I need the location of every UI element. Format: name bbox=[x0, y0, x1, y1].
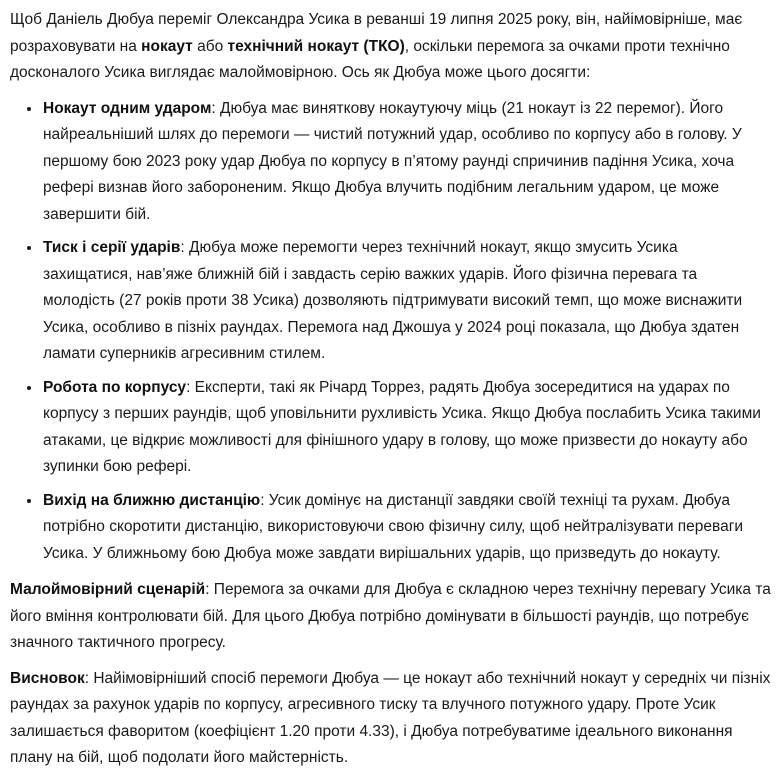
list-item: • Нокаут одним ударом: Дюбуа має виняткову нокаутуючу міць (21 нокаут із 22 перемог). Його найреальніший шлях до перемоги — чистий потужний удар, особливо по корпусу або в голову. У першому бою 2023 року удар Дюбуа по корпусу в п’ятому раунді спричинив падіння Усика, хоча рефері визнав його забороненим. Якщо Дюбуа влучить подібним легальним ударом, це може завершити бій. bbox=[42, 96, 771, 229]
bold-text: Робота по корпусу bbox=[43, 378, 187, 396]
paragraph: Висновок: Найімовірніший спосіб перемоги Дюбуа — це нокаут або технічний нокаут у середніх чи пізніх раундах за рахунок ударів по корпусу, агресивного тиску та влучного потужного удару. Проте Усик залишається фаворитом (коефіцієнт 1.20 проти 4.33), і Дюбуа потребуватиме ідеального виконання плану на бій, щоб подолати його майстерність. bbox=[10, 669, 771, 766]
paragraph: Щоб Даніель Дюбуа переміг Олександра Усика в реванші 19 липня 2025 року, він, найімовірніше, має розраховувати на нокаут або технічний нокаут (ТКО), оскільки перемога за очками проти технічно досконалого Усика виглядає малоймовірною. Ось як Дюбуа може цього досягти: bbox=[10, 11, 743, 81]
bold-text: Висновок bbox=[10, 669, 85, 687]
bold-text: Нокаут одним ударом bbox=[43, 99, 212, 117]
list-item: • Тиск і серії ударів: Дюбуа може перемогти через технічний нокаут, якщо змусить Усика захищатися, нав’яже ближній бій і завдасть серію важких ударів. Його фізична перевага та молодість (27 років проти 38 Усика) дозволяють підтримувати високий темп, що може виснажити Усика, особливо в пізніх раундах. Перемога над Джошуа у 2024 році показала, що Дюбуа здатен ламати суперників агресивним стилем. bbox=[42, 235, 771, 368]
list-item: • Робота по корпусу: Експерти, такі як Річард Торрез, радять Дюбуа зосередитися на ударах по корпусу з перших раундів, щоб уповільнити рухливість Усика. Якщо Дюбуа послабить Усика такими атаками, це відкриє можливості для фінішного удару в голову, що може призвести до нокауту або зупинки бою рефері. bbox=[42, 375, 771, 481]
bold-text: нокаут bbox=[141, 37, 193, 55]
paragraph: Малоймовірний сценарій: Перемога за очками для Дюбуа є складною через технічну перевагу Усика та його вміння контролювати бій. Для цього Дюбуа потрібно домінувати в більшості раундів, що потребує значного тактичного прогресу. bbox=[10, 581, 771, 651]
bullet-list bbox=[10, 96, 771, 568]
bold-text: Вихід на ближню дистанцію bbox=[43, 491, 261, 509]
list-item: • Вихід на ближню дистанцію: Усик домінує на дистанції завдяки своїй техніці та рухам. Дюбуа потрібно скоротити дистанцію, використовуючи свою фізичну силу, щоб нейтралізувати переваги Усика. У ближньому бою Дюбуа може завдати вирішальних ударів, що призведуть до нокауту. bbox=[42, 488, 771, 568]
bold-text: технічний нокаут (ТКО) bbox=[227, 37, 405, 55]
document-body bbox=[10, 7, 771, 772]
bold-text: Малоймовірний сценарій bbox=[10, 581, 206, 598]
bold-text: Тиск і серії ударів bbox=[43, 239, 181, 256]
